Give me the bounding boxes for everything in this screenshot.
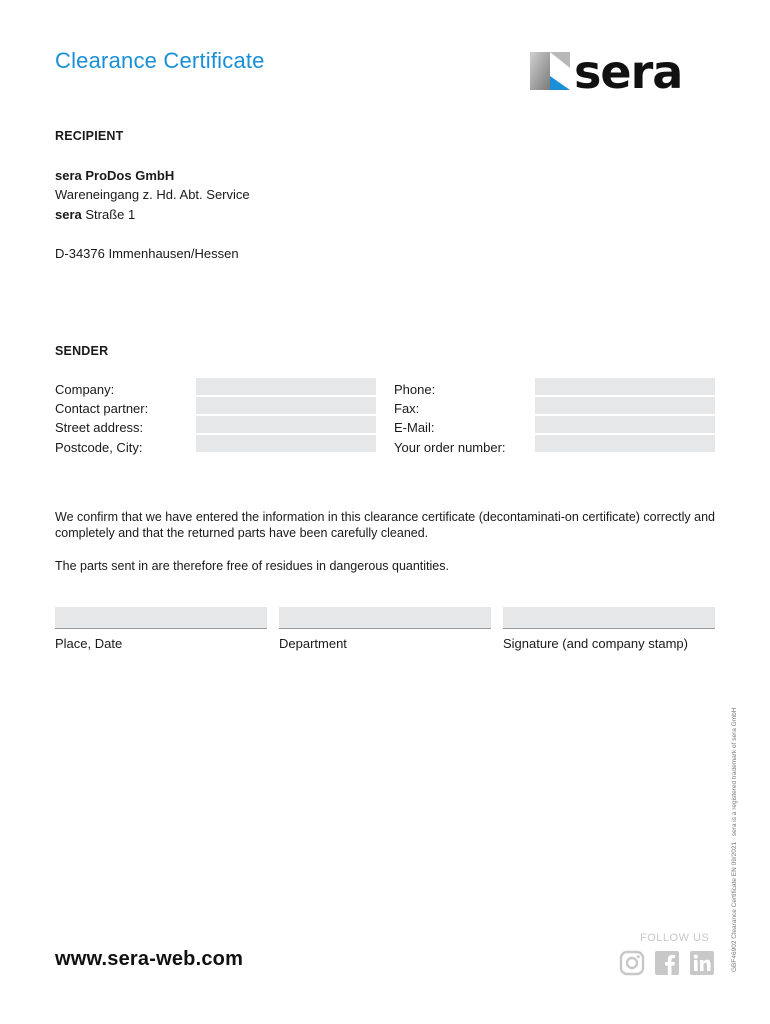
recipient-street-brand: sera <box>55 207 82 222</box>
email-label: E-Mail: <box>394 420 435 435</box>
signature-field[interactable] <box>503 607 715 629</box>
recipient-street-rest: Straße 1 <box>81 207 136 222</box>
signature-label: Signature (and company stamp) <box>503 636 688 651</box>
department-label: Department <box>279 636 347 651</box>
sender-heading: SENDER <box>55 344 109 358</box>
follow-us-label: FOLLOW US <box>640 932 710 944</box>
phone-field[interactable] <box>535 378 715 396</box>
sera-logo <box>530 50 716 94</box>
linkedin-icon[interactable] <box>689 950 715 976</box>
place-date-field[interactable] <box>55 607 267 629</box>
postcode-city-label: Postcode, City: <box>55 440 143 455</box>
department-field[interactable] <box>279 607 491 629</box>
linkedin-icon-graphic <box>689 950 715 976</box>
contact-partner-field[interactable] <box>196 397 376 415</box>
facebook-icon-graphic <box>654 950 680 976</box>
phone-label: Phone: <box>394 382 436 397</box>
recipient-line2: Wareneingang z. Hd. Abt. Service <box>55 187 250 202</box>
contact-partner-label: Contact partner: <box>55 401 149 416</box>
fax-field[interactable] <box>535 397 715 415</box>
email-field[interactable] <box>535 416 715 434</box>
street-address-label: Street address: <box>55 420 144 435</box>
instagram-icon-graphic <box>619 950 645 976</box>
recipient-company-name: sera ProDos GmbH <box>55 168 175 183</box>
instagram-icon[interactable] <box>619 950 645 976</box>
svg-text:sera: sera <box>574 50 683 94</box>
order-number-field[interactable] <box>535 435 715 453</box>
website-link[interactable]: www.sera-web.com <box>55 948 244 970</box>
sera-logo-graphic <box>530 50 716 94</box>
order-number-label: Your order number: <box>394 440 506 455</box>
postcode-city-field[interactable] <box>196 435 376 453</box>
recipient-company <box>55 166 174 186</box>
confirmation-paragraph: We confirm that we have entered the information in this clearance certificate (decontaminati-on certificate) correctly and completely and that the returned parts have been carefully cleaned. <box>55 510 715 540</box>
place-date-label: Place, Date <box>55 636 123 651</box>
vertical-document-note: GBF46902 Clearance Certificate EN 09/2021 · sera is a registered trademark of sera GmbH <box>731 707 738 972</box>
company-label: Company: <box>55 382 115 397</box>
recipient-street <box>55 205 135 225</box>
residue-statement: The parts sent in are therefore free of residues in dangerous quantities. <box>55 559 449 573</box>
recipient-city: D-34376 Immenhausen/Hessen <box>55 246 239 261</box>
company-field[interactable] <box>196 378 376 396</box>
document-title: Clearance Certificate <box>55 48 265 73</box>
facebook-icon[interactable] <box>654 950 680 976</box>
fax-label: Fax: <box>394 401 420 416</box>
recipient-heading: RECIPIENT <box>55 129 124 143</box>
street-address-field[interactable] <box>196 416 376 434</box>
